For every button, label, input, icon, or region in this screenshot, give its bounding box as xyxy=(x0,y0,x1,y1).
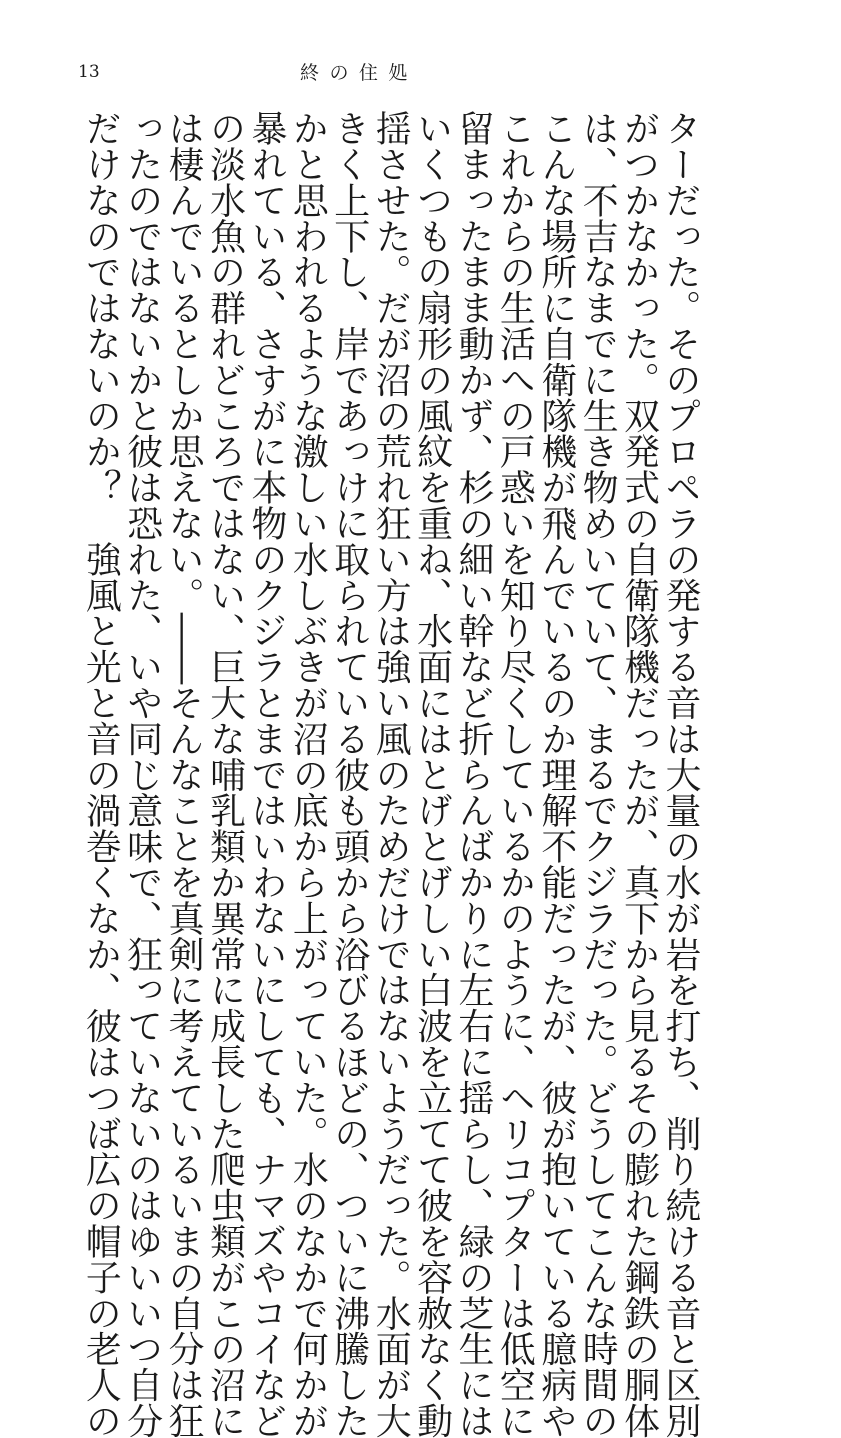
text-line: がつかなかった。双発式の自衛隊機だったが、真下から見るその膨れた鋼鉄の胴体 xyxy=(618,110,660,1438)
text-line: こんな場所に自衛隊機が飛んでいるのか理解不能だったが、彼が抱いている臆病や xyxy=(535,110,577,1438)
text-line: ターだった。そのプロペラの発する音は大量の水が岩を打ち、削り続ける音と区別 xyxy=(660,110,701,1438)
text-line: 暴れている、さすがに本物のクジラとまではいわないにしても、ナマズやコイなど xyxy=(245,110,287,1438)
text-line: は棲んでいるとしか思えない。――そんなことを真剣に考えているいまの自分は狂 xyxy=(163,110,205,1438)
text-line: 留まったまま動かず、杉の細い幹など折らんばかりに左右に揺らし、緑の芝生には xyxy=(452,110,494,1438)
text-line: ったのではないかと彼は恐れた、いや同じ意味で、狂っていないのはゆいいつ自分 xyxy=(121,110,163,1438)
page-number: 13 xyxy=(78,62,100,82)
text-line: だけなのではないのか？ 強風と光と音の渦巻くなか、彼はつば広の帽子の老人の xyxy=(80,110,122,1438)
running-title: 終の住処 xyxy=(300,62,418,84)
text-line: いくつもの扇形の風紋を重ね、水面にはとげとげしい白波を立てて彼を容赦なく動 xyxy=(411,110,453,1438)
text-line: の淡水魚の群れどころではない、巨大な哺乳類か異常に成長した爬虫類がこの沼に xyxy=(204,110,246,1438)
text-line: は、不吉なまでに生き物めいていて、まるでクジラだった。どうしてこんな時間の xyxy=(577,110,619,1438)
text-line: これからの生活への戸惑いを知り尽くしているかのように、ヘリコプターは低空に xyxy=(494,110,536,1438)
text-line: 揺させた。だが沼の荒れ狂い方は強い風のためだけではないようだった。水面が大 xyxy=(370,110,412,1438)
text-line: きく上下し、岸であっけに取られている彼も頭から浴びるほどの、ついに沸騰した xyxy=(328,110,370,1438)
text-line: かと思われるような激しい水しぶきが沼の底から上がっていた。水のなかで何かが xyxy=(287,110,329,1438)
body-text xyxy=(80,110,701,1438)
